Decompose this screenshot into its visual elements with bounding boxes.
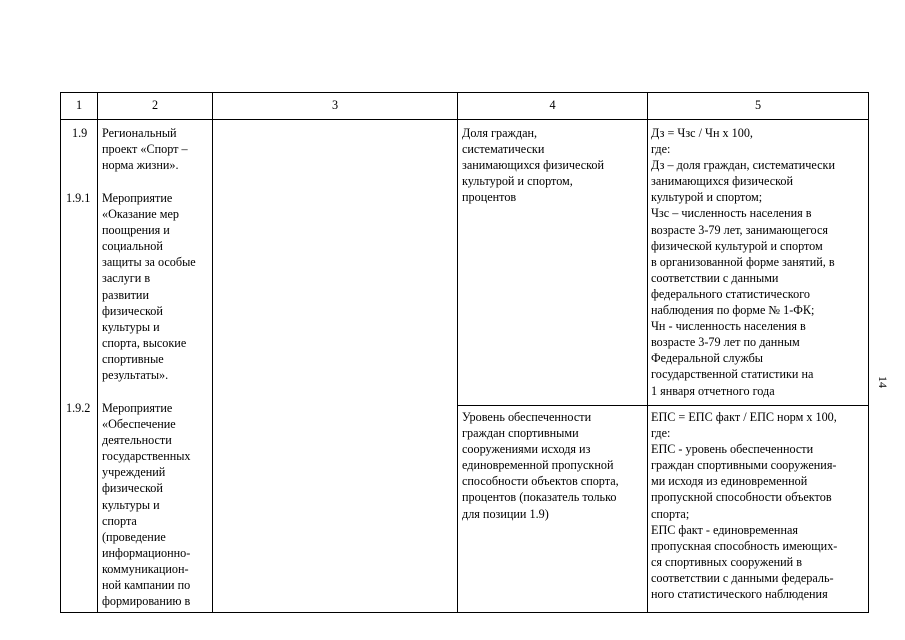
column-divider-2 [212, 92, 213, 613]
event-1-description: Мероприятие «Оказание мер поощрения и социальной защиты за особые заслуги в развитии физической культуры и спорта, высокие спортивные результаты». [102, 191, 196, 383]
header-col-2: 2 [151, 98, 159, 112]
indicator-2-formula: ЕПС = ЕПС факт / ЕПС норм х 100, где: ЕПС - уровень обеспеченности граждан спортивными сооружения- ми исходя из единовременной пропускной способности объектов спорта; ЕПС факт - единовременная пропускная способность имеющих- ся спортивных сооружений в соответствии с данными федераль- ного статистического наблюдения [651, 410, 838, 602]
indicator-1-formula: Дз = Чзс / Чн х 100, где: Дз – доля граждан, систематически занимающихся физической культурой и спортом; Чзс – численность населения в возрасте 3-79 лет, занимающегося физической культурой и спортом в организованной форме занятий, в соответствии с данными федерального статистического наблюдения по форме № 1-ФК; Чн - численность населения в возрасте 3-79 лет по данным Федеральной службы государственной статистики на 1 января отчетного года [651, 126, 835, 398]
event-2-description: Мероприятие «Обеспечение деятельности государственных учреждений физической культуры и спорта (проведение информационно- коммуникацион- ной кампании по формированию в [102, 401, 191, 609]
row-number-1-9: 1.9 [72, 126, 88, 140]
regional-project-name: Региональный проект «Спорт – норма жизни». [102, 126, 188, 173]
header-col-4: 4 [549, 98, 556, 112]
indicator-2-name: Уровень обеспеченности граждан спортивными сооружениями исходя из единовременной пропускной способности объектов спорта, процентов (показатель только для позиции 1.9) [462, 410, 619, 521]
header-col-1: 1 [75, 98, 83, 112]
column-divider-1 [97, 92, 98, 613]
row-number-1-9-2: 1.9.2 [66, 401, 91, 415]
table-bottom-border [60, 612, 869, 613]
page-number: 14 [876, 376, 890, 388]
column-divider-3 [457, 92, 458, 613]
header-col-5: 5 [754, 98, 762, 112]
header-col-3: 3 [331, 98, 339, 112]
table-right-border [868, 92, 869, 613]
column-divider-4 [647, 92, 648, 613]
row-number-1-9-1: 1.9.1 [66, 191, 91, 205]
indicator-1-name: Доля граждан, систематически занимающихся физической культурой и спортом, процентов [462, 126, 605, 205]
header-bottom-border [60, 119, 869, 120]
table-left-border [60, 92, 61, 613]
row-divider [457, 405, 869, 406]
